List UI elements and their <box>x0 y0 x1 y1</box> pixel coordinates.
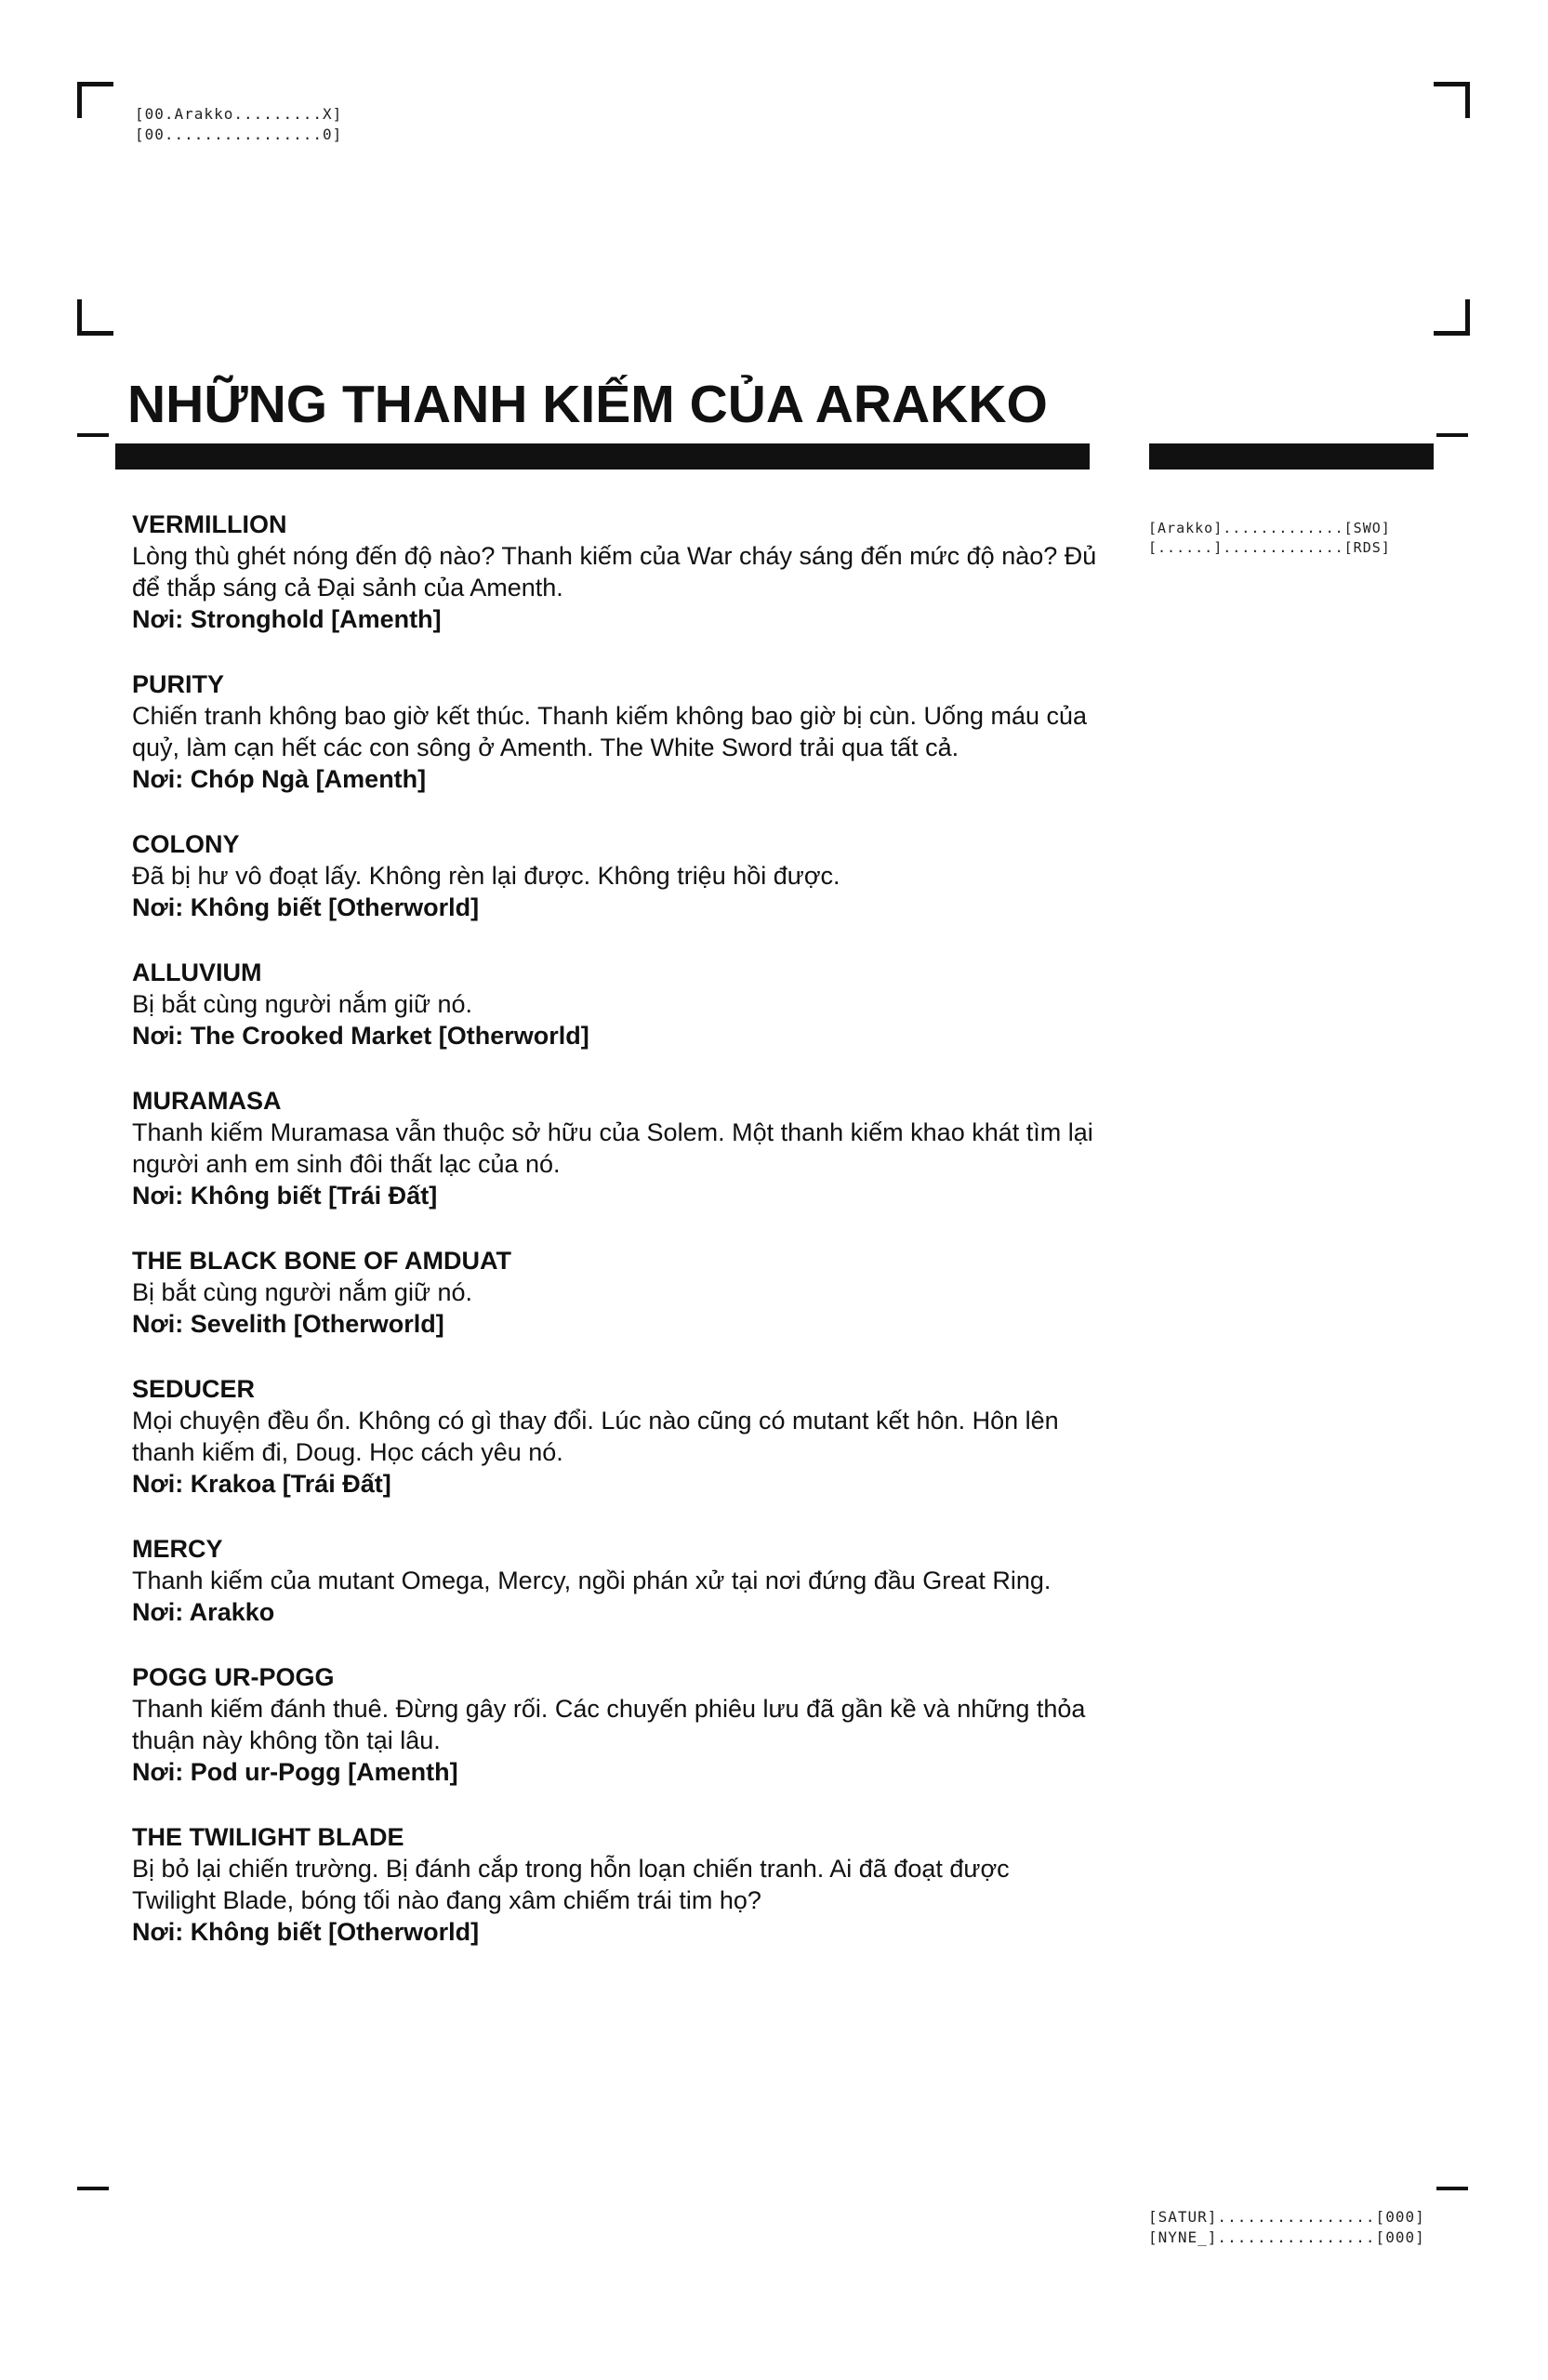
sword-description: Thanh kiếm của mutant Omega, Mercy, ngồi phán xử tại nơi đứng đầu Great Ring. <box>132 1567 1052 1594</box>
sword-location: Nơi: Chóp Ngà [Amenth] <box>132 765 427 793</box>
list-item <box>132 1533 1099 1628</box>
sword-name: ALLUVIUM <box>132 959 262 986</box>
list-item <box>132 668 1099 795</box>
sword-location: Nơi: Krakoa [Trái Đất] <box>132 1470 391 1498</box>
list-item <box>132 1821 1099 1948</box>
sword-name: SEDUCER <box>132 1375 256 1403</box>
sword-description: Thanh kiếm đánh thuê. Đừng gây rối. Các chuyến phiêu lưu đã gần kề và những thỏa thuận này không tồn tại lâu. <box>132 1695 1086 1754</box>
sword-description: Đã bị hư vô đoạt lấy. Không rèn lại được. Không triệu hồi được. <box>132 862 840 890</box>
sword-description: Bị bắt cùng người nắm giữ nó. <box>132 1278 473 1306</box>
title-underline-bar-right <box>1149 443 1434 469</box>
sword-name: VERMILLION <box>132 510 287 538</box>
list-item <box>132 1373 1099 1500</box>
footer-code-line-1: [SATUR]................[000] <box>1148 2208 1425 2226</box>
sword-name: THE BLACK BONE OF AMDUAT <box>132 1247 511 1275</box>
tick-bottom-left <box>77 2187 109 2190</box>
crop-mark-top-left <box>77 82 113 118</box>
sword-location: Nơi: Không biết [Trái Đất] <box>132 1182 438 1210</box>
sword-list <box>132 509 1099 1981</box>
tick-title-right <box>1436 433 1468 437</box>
sword-location: Nơi: Stronghold [Amenth] <box>132 605 442 633</box>
sword-description: Bị bắt cùng người nắm giữ nó. <box>132 990 473 1018</box>
crop-mark-mid-right <box>1434 299 1470 336</box>
sword-name: POGG UR-POGG <box>132 1663 335 1691</box>
sword-name: THE TWILIGHT BLADE <box>132 1823 404 1851</box>
header-code-line-2: [00................0] <box>135 126 343 143</box>
list-item <box>132 828 1099 923</box>
tick-bottom-right <box>1436 2187 1468 2190</box>
side-code-line-1: [Arakko].............[SWO] <box>1148 520 1391 536</box>
sword-name: MERCY <box>132 1535 223 1563</box>
header-codes <box>135 104 342 145</box>
page-title: NHỮNG THANH KIẾM CỦA ARAKKO <box>127 375 1048 434</box>
sword-description: Bị bỏ lại chiến trường. Bị đánh cắp trong hỗn loạn chiến tranh. Ai đã đoạt được Twilight Blade, bóng tối nào đang xâm chiếm trái tim họ? <box>132 1855 1010 1914</box>
header-code-line-1: [00.Arakko.........X] <box>135 105 343 123</box>
list-item <box>132 1085 1099 1211</box>
list-item <box>132 1661 1099 1788</box>
sword-description: Lòng thù ghét nóng đến độ nào? Thanh kiếm của War cháy sáng đến mức độ nào? Đủ để thắp sáng cả Đại sảnh của Amenth. <box>132 542 1097 602</box>
sword-location: Nơi: Sevelith [Otherworld] <box>132 1310 444 1338</box>
crop-mark-mid-left <box>77 299 113 336</box>
footer-codes <box>1148 2207 1425 2248</box>
tick-title-left <box>77 433 109 437</box>
crop-mark-top-right <box>1434 82 1470 118</box>
sword-location: Nơi: Pod ur-Pogg [Amenth] <box>132 1758 458 1786</box>
sword-location: Nơi: Không biết [Otherworld] <box>132 893 480 921</box>
sword-location: Nơi: Không biết [Otherworld] <box>132 1918 480 1946</box>
side-code-line-2: [......].............[RDS] <box>1148 539 1391 556</box>
side-codes <box>1148 519 1391 558</box>
sword-description: Thanh kiếm Muramasa vẫn thuộc sở hữu của Solem. Một thanh kiếm khao khát tìm lại người anh em sinh đôi thất lạc của nó. <box>132 1118 1093 1178</box>
title-underline-bar-left <box>115 443 1090 469</box>
sword-location: Nơi: Arakko <box>132 1598 275 1626</box>
footer-code-line-2: [NYNE_]................[000] <box>1148 2228 1425 2246</box>
sword-name: COLONY <box>132 830 240 858</box>
sword-location: Nơi: The Crooked Market [Otherworld] <box>132 1022 589 1050</box>
list-item <box>132 957 1099 1051</box>
sword-name: PURITY <box>132 670 225 698</box>
list-item <box>132 1245 1099 1340</box>
sword-description: Mọi chuyện đều ổn. Không có gì thay đổi. Lúc nào cũng có mutant kết hôn. Hôn lên thanh kiếm đi, Doug. Học cách yêu nó. <box>132 1407 1059 1466</box>
sword-name: MURAMASA <box>132 1087 282 1115</box>
list-item <box>132 509 1099 635</box>
sword-description: Chiến tranh không bao giờ kết thúc. Thanh kiếm không bao giờ bị cùn. Uống máu của quỷ, làm cạn hết các con sông ở Amenth. The White Sword trải qua tất cả. <box>132 702 1088 761</box>
